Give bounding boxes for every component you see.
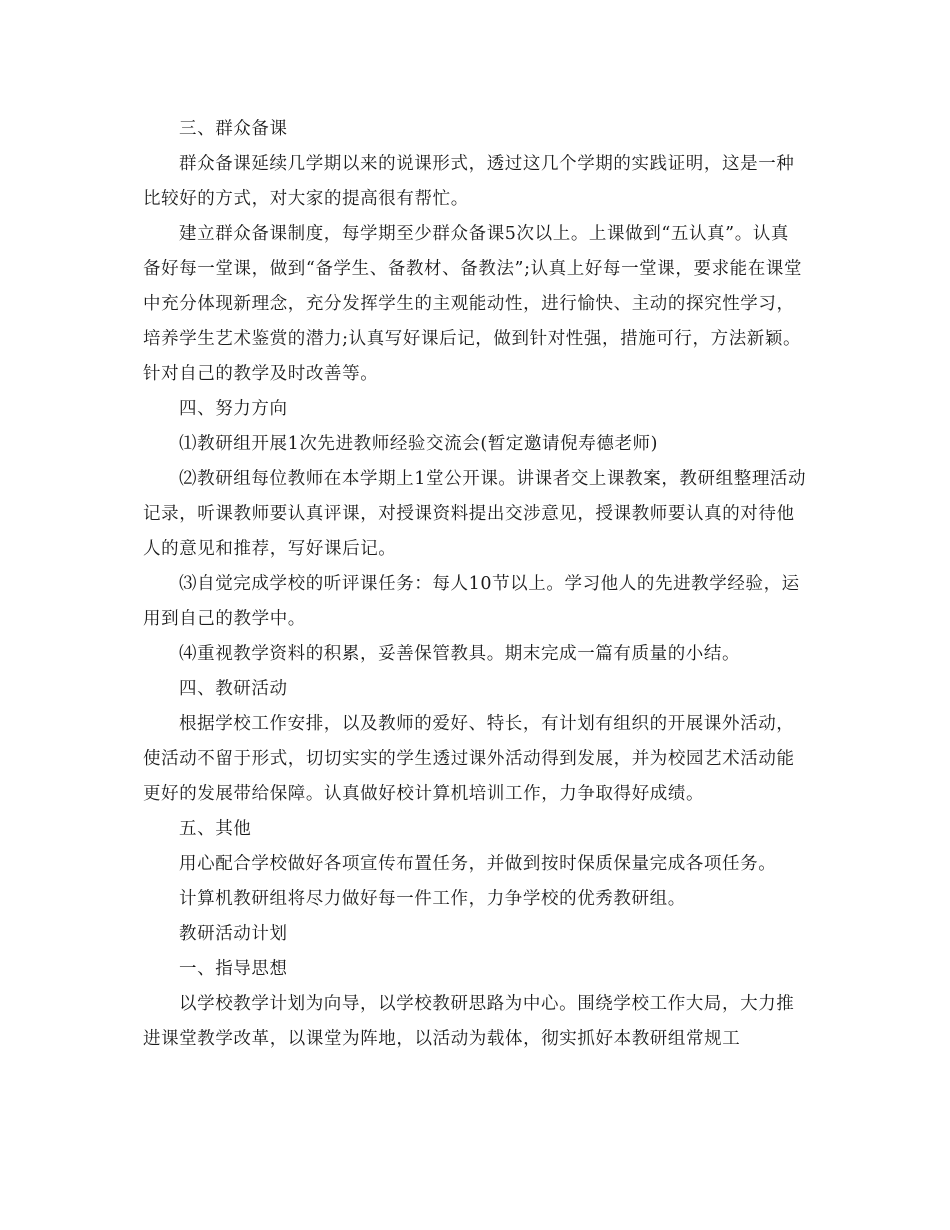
paragraph: 建立群众备课制度，每学期至少群众备课5次以上。上课做到“五认真”。认真备好每一堂课，做到“备学生、备教材、备教法”;认真上好每一堂课，要求能在课堂中充分体现新理念，充分发挥学生的主观能动性，进行愉快、主动的探究性学习，培养学生艺术鉴赏的潜力;认真写好课后记，做到针对性强，措施可行，方法新颖。针对自己的教学及时改善等。 xyxy=(143,224,803,384)
list-item: ⑵教研组每位教师在本学期上1堂公开课。讲课者交上课教案，教研组整理活动记录，听课教师要认真评课，对授课资料提出交涉意见，授课教师要认真的对待他人的意见和推荐，写好课后记。 xyxy=(143,469,807,559)
paragraph: 以学校教学计划为向导，以学校教研思路为中心。围绕学校工作大局，大力推进课堂教学改革，以课堂为阵地，以活动为载体，彻实抓好本教研组常规工 xyxy=(143,994,795,1049)
paragraph: 根据学校工作安排，以及教师的爱好、特长，有计划有组织的开展课外活动，使活动不留于形式，切切实实的学生透过课外活动得到发展，并为校园艺术活动能更好的发展带给保障。认真做好校计算机培训工作，力争取得好成绩。 xyxy=(143,714,795,804)
section-heading: 五、其他 xyxy=(179,819,252,839)
document-body xyxy=(143,112,807,1057)
paragraph: 群众备课延续几学期以来的说课形式，透过这几个学期的实践证明，这是一种比较好的方式，对大家的提高很有帮忙。 xyxy=(143,154,795,209)
paragraph: 用心配合学校做好各项宣传布置任务，并做到按时保质保量完成各项任务。 xyxy=(179,854,777,874)
list-item: ⑶自觉完成学校的听评课任务：每人10节以上。学习他人的先进教学经验，运用到自己的教学中。 xyxy=(143,574,800,629)
section-heading: 四、努力方向 xyxy=(179,399,288,419)
paragraph: 计算机教研组将尽力做好每一件工作，力争学校的优秀教研组。 xyxy=(179,889,686,909)
section-heading: 一、指导思想 xyxy=(179,959,288,979)
document-subtitle: 教研活动计划 xyxy=(179,924,288,944)
section-heading: 三、群众备课 xyxy=(179,119,288,139)
list-item: ⑷重视教学资料的积累，妥善保管教具。期末完成一篇有质量的小结。 xyxy=(179,644,741,664)
section-heading: 四、教研活动 xyxy=(179,679,288,699)
list-item: ⑴教研组开展1次先进教师经验交流会(暂定邀请倪寿德老师) xyxy=(179,434,659,454)
